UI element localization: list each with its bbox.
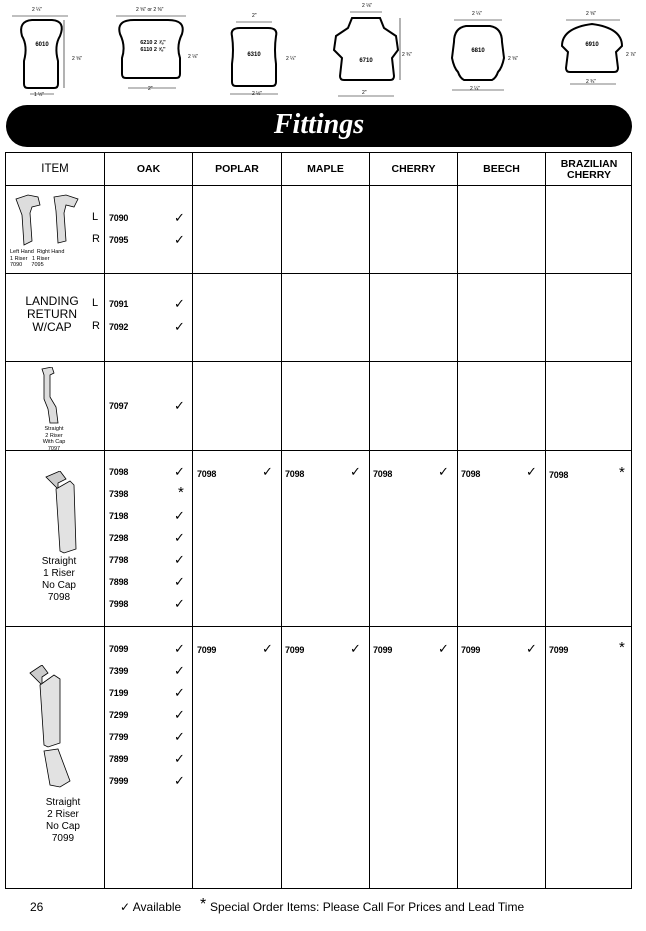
availability-mark: ✓ (174, 508, 185, 523)
availability-mark: ✓ (174, 296, 185, 311)
fitting-straight-1-riser-image (44, 471, 80, 555)
availability-mark: ✓ (438, 641, 449, 656)
fitting-gooseneck-1-riser-image (12, 191, 82, 249)
caption-line: LANDING (25, 294, 79, 308)
profile-number: 6910 (585, 42, 599, 48)
oak-code: 7899 (109, 754, 129, 764)
column-divider (192, 153, 193, 888)
hand-left-label: L (92, 297, 99, 309)
column-divider (545, 153, 546, 888)
caption-line: W/CAP (32, 320, 72, 334)
availability-mark: ✓ (174, 530, 185, 545)
header-cherry: CHERRY (391, 163, 436, 175)
oak-code: 7198 (109, 511, 129, 521)
profile-dim-bottom: 2" (362, 90, 367, 96)
availability-mark: ✓ (174, 232, 185, 247)
fittings-table (5, 152, 632, 889)
special-order-mark: * (619, 464, 625, 481)
oak-code: 7898 (109, 577, 129, 587)
profile-dim-side: 2 ⅝" (508, 56, 519, 62)
oak-code: 7199 (109, 688, 129, 698)
caption-line: 7090 7095 (10, 262, 44, 268)
caption-line: 1 Riser (43, 568, 75, 579)
profile-dim-side: 2 ⅛" (188, 54, 199, 60)
profile-6910 (556, 6, 637, 101)
profile-dim-bottom: 2 ½" (252, 91, 263, 97)
poplar-code: 7099 (197, 645, 217, 655)
item-caption (10, 249, 92, 269)
header-item: ITEM (41, 163, 69, 175)
caption-line: Straight (45, 797, 81, 808)
availability-mark: ✓ (174, 552, 185, 567)
caption-line: 7097 (47, 445, 61, 452)
profile-number: 6810 (471, 48, 485, 54)
header-maple: MAPLE (307, 163, 344, 175)
availability-mark: ✓ (174, 707, 185, 722)
column-divider (369, 153, 370, 888)
profile-number: 6210 2 ⅞" 6110 2 ⅝" (140, 40, 166, 53)
brazilian-cherry-code: 7098 (549, 470, 569, 480)
availability-mark: ✓ (174, 685, 185, 700)
item-caption (28, 797, 98, 845)
availability-mark: ✓ (350, 641, 361, 656)
profile-6210-6110 (112, 6, 199, 101)
caption-line: No Cap (46, 821, 80, 832)
availability-mark: ✓ (438, 464, 449, 479)
availability-mark: ✓ (174, 210, 185, 225)
profile-dim-side: 2 ⅞" (626, 52, 637, 58)
availability-mark: ✓ (174, 773, 185, 788)
cherry-code: 7098 (373, 469, 393, 479)
availability-mark: ✓ (174, 751, 185, 766)
oak-code: 7399 (109, 666, 129, 676)
profile-dim-side: 2 ¼" (286, 56, 297, 62)
availability-mark: ✓ (174, 663, 185, 678)
oak-code: 7799 (109, 732, 129, 742)
oak-code: 7798 (109, 555, 129, 565)
availability-mark: ✓ (174, 641, 185, 656)
profile-dim-bottom: 2 ¾" (586, 79, 597, 85)
profile-dim-bottom: 2 ¼" (470, 86, 481, 92)
availability-mark: ✓ (174, 596, 185, 611)
profile-dim-top: 2" (252, 13, 257, 19)
header-poplar: POPLAR (215, 163, 259, 175)
handrail-profile-6010-drawing (10, 6, 70, 101)
header-beech: BEECH (483, 163, 520, 175)
handrail-profile-6910-drawing (556, 6, 630, 101)
fitting-straight-2-riser-no-cap-image (28, 665, 80, 791)
row-divider (6, 626, 631, 627)
availability-mark: ✓ (262, 641, 273, 656)
caption-line: Straight (41, 556, 77, 567)
caption-line: RETURN (27, 307, 77, 321)
profile-number: 6310 (247, 52, 261, 58)
availability-mark: ✓ (174, 574, 185, 589)
profile-dim-top: 2 ⅝" (586, 11, 597, 17)
oak-code: 7090 (109, 213, 129, 223)
availability-mark: ✓ (526, 464, 537, 479)
caption-line: 2 Riser (45, 432, 63, 439)
oak-code: 7099 (109, 644, 129, 654)
header-oak: OAK (136, 163, 161, 175)
row-divider (6, 450, 631, 451)
oak-code: 7092 (109, 322, 129, 332)
profile-dim-side: 2 ¾" (402, 52, 413, 58)
profile-6310 (222, 6, 297, 101)
availability-mark: ✓ (262, 464, 273, 479)
beech-code: 7099 (461, 645, 481, 655)
legend-special-star: * (200, 896, 207, 913)
oak-code: 7398 (109, 489, 129, 499)
special-order-mark: * (178, 484, 184, 501)
profile-dim-top: 2 ⅝" or 2 ⅜" (136, 7, 164, 13)
caption-line: With Cap (42, 439, 66, 445)
beech-code: 7098 (461, 469, 481, 479)
brazilian-cherry-code: 7099 (549, 645, 569, 655)
caption-line: Straight (44, 426, 64, 432)
availability-mark: ✓ (350, 464, 361, 479)
banner-title: Fittings (273, 109, 365, 140)
maple-code: 7098 (285, 469, 305, 479)
profile-dim-bottom: 1 ½" (34, 92, 45, 98)
profile-6710 (328, 3, 413, 103)
cherry-code: 7099 (373, 645, 393, 655)
oak-code: 7998 (109, 599, 129, 609)
profile-dim-top: 2 ¼" (472, 11, 483, 17)
caption-line: Left Hand Right Hand (10, 249, 65, 255)
oak-code: 7095 (109, 235, 129, 245)
fittings-banner (6, 105, 632, 147)
profile-dim-top: 2 ¼" (32, 7, 43, 13)
availability-mark: ✓ (174, 464, 185, 479)
caption-line: 1 Riser 1 Riser (10, 255, 50, 262)
fitting-straight-2-riser-cap-image (40, 367, 64, 425)
legend-available: ✓ Available (120, 900, 182, 914)
row-divider (6, 361, 631, 362)
oak-code: 7299 (109, 710, 129, 720)
item-caption (34, 426, 74, 452)
caption-line: No Cap (42, 580, 76, 591)
row-divider (6, 273, 631, 274)
profile-dim-side: 2 ⅝" (72, 56, 83, 62)
profile-dim-top: 2 ⅛" (362, 3, 373, 9)
poplar-code: 7098 (197, 469, 217, 479)
oak-code: 7098 (109, 467, 129, 477)
handrail-profile-6710-drawing (328, 6, 404, 103)
header-brazilian-cherry: BRAZILIAN CHERRY (560, 157, 618, 181)
hand-left-label: L (92, 211, 99, 223)
profile-6810 (442, 6, 519, 101)
profile-dim-bottom: 2" (148, 86, 153, 92)
item-caption (14, 295, 90, 334)
page-number: 26 (30, 900, 44, 914)
availability-mark: ✓ (526, 641, 537, 656)
hand-right-label: R (92, 233, 100, 245)
column-divider (457, 153, 458, 888)
profile-6010 (10, 6, 83, 101)
caption-line: 7099 (51, 833, 75, 844)
profile-number: 6010 (35, 42, 49, 48)
maple-code: 7099 (285, 645, 305, 655)
oak-code: 7298 (109, 533, 129, 543)
column-divider (104, 153, 105, 888)
availability-mark: ✓ (174, 398, 185, 413)
oak-code: 7097 (109, 401, 129, 411)
legend-special-order: Special Order Items: Please Call For Prices and Lead Time (210, 900, 525, 914)
item-caption (24, 556, 94, 604)
caption-line: 2 Riser (47, 809, 79, 820)
availability-mark: ✓ (174, 729, 185, 744)
availability-mark: ✓ (174, 319, 185, 334)
special-order-mark: * (619, 639, 625, 656)
profile-number: 6710 (359, 58, 373, 64)
oak-code: 7999 (109, 776, 129, 786)
hand-right-label: R (92, 320, 100, 332)
column-divider (281, 153, 282, 888)
oak-code: 7091 (109, 299, 129, 309)
caption-line: 7098 (47, 592, 71, 603)
